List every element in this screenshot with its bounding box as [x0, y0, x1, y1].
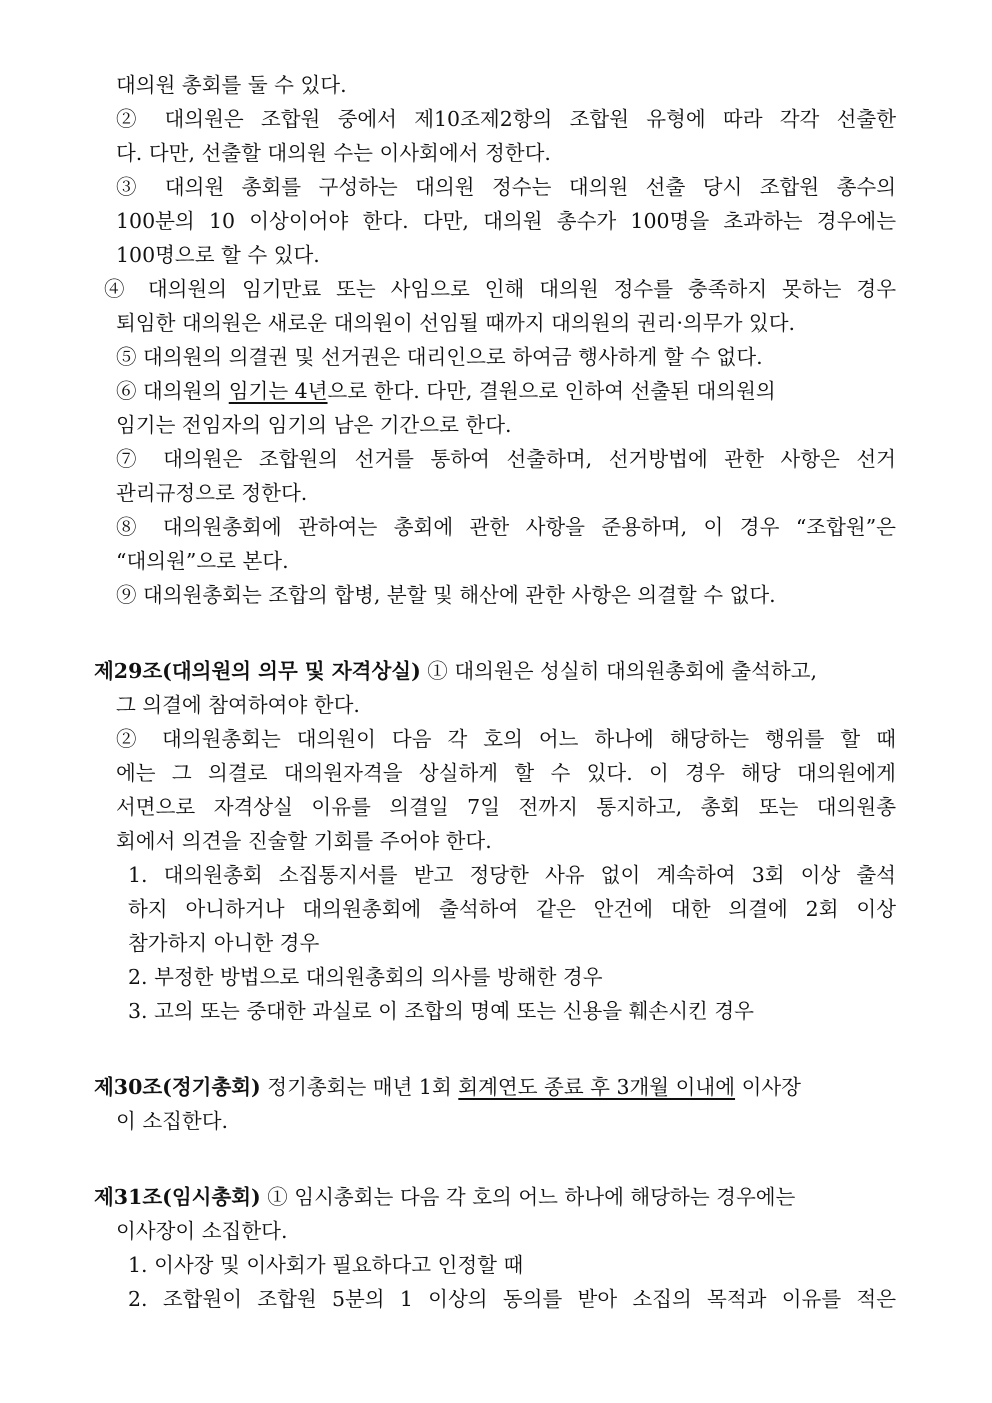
text-line: 임기는 전임자의 임기의 남은 기간으로 한다.	[116, 413, 512, 437]
text-segment: 정기총회는 매년 1회	[260, 1075, 459, 1099]
text-line-term	[116, 376, 896, 406]
text-line: ⑧ 대의원총회에 관하여는 총회에 관한 사항을 준용하며, 이 경우 “조합원”은	[116, 515, 896, 539]
text-line: 퇴임한 대의원은 새로운 대의원이 선임될 때까지 대의원의 권리·의무가 있다.	[116, 311, 796, 335]
list-item: 2. 부정한 방법으로 대의원총회의 의사를 방해한 경우	[128, 965, 603, 989]
text-line: 대의원 총회를 둘 수 있다.	[116, 73, 347, 97]
text-line: 관리규정으로 정한다.	[116, 481, 308, 505]
article-heading: 제30조(정기총회)	[94, 1075, 261, 1099]
text-segment: 이사장	[735, 1075, 801, 1099]
article-heading: 제29조(대의원의 의무 및 자격상실)	[94, 659, 421, 683]
text-line: 그 의결에 참여하여야 한다.	[116, 693, 360, 717]
text-line: 회에서 의견을 진술할 기회를 주어야 한다.	[116, 829, 492, 853]
text-segment: ① 임시총회는 다음 각 호의 어느 하나에 해당하는 경우에는	[260, 1185, 796, 1209]
list-item: 1. 대의원총회 소집통지서를 받고 정당한 사유 없이 계속하여 3회 이상 출석	[128, 863, 896, 887]
text-line: ④ 대의원의 임기만료 또는 사임으로 인해 대의원 정수를 충족하지 못하는 경우	[104, 277, 896, 301]
text-line: 이사장이 소집한다.	[116, 1219, 288, 1243]
text-line: ⑤ 대의원의 의결권 및 선거권은 대리인으로 하여금 행사하게 할 수 없다.	[116, 345, 763, 369]
article-30-line	[94, 1072, 896, 1102]
underlined-term: 임기는 4년	[228, 379, 328, 403]
text-line: ⑨ 대의원총회는 조합의 합병, 분할 및 해산에 관한 사항은 의결할 수 없다.	[116, 583, 776, 607]
list-item: 2. 조합원이 조합원 5분의 1 이상의 동의를 받아 소집의 목적과 이유를 적은	[128, 1287, 896, 1311]
text-line: 서면으로 자격상실 이유를 의결일 7일 전까지 통지하고, 총회 또는 대의원총	[116, 795, 896, 819]
text-line: ⑦ 대의원은 조합원의 선거를 통하여 선출하며, 선거방법에 관한 사항은 선거	[116, 447, 896, 471]
list-item: 하지 아니하거나 대의원총회에 출석하여 같은 안건에 대한 의결에 2회 이상	[128, 897, 896, 921]
text-segment: ① 대의원은 성실히 대의원총회에 출석하고,	[420, 659, 818, 683]
article-31-line	[94, 1182, 896, 1212]
text-line: ② 대의원총회는 대의원이 다음 각 호의 어느 하나에 해당하는 행위를 할 때	[116, 727, 896, 751]
text-line: 이 소집한다.	[116, 1109, 229, 1133]
text-line: 100명으로 할 수 있다.	[116, 243, 320, 267]
text-line: 에는 그 의결로 대의원자격을 상실하게 할 수 있다. 이 경우 해당 대의원에게	[116, 761, 896, 785]
article-heading: 제31조(임시총회)	[94, 1185, 261, 1209]
list-item: 참가하지 아니한 경우	[128, 931, 320, 955]
text-segment: ⑥ 대의원의 임기는 4년으로 한다. 다만, 결원으로 인하여 선출된 대의원의	[116, 379, 776, 403]
list-item: 1. 이사장 및 이사회가 필요하다고 인정할 때	[128, 1253, 524, 1277]
text-line: 100분의 10 이상이어야 한다. 다만, 대의원 총수가 100명을 초과하는 경우에는	[116, 209, 896, 233]
article-29-line	[94, 656, 896, 686]
underlined-term: 회계연도 종료 후 3개월 이내에	[458, 1075, 736, 1099]
list-item: 3. 고의 또는 중대한 과실로 이 조합의 명예 또는 신용을 훼손시킨 경우	[128, 999, 754, 1023]
text-line: ③ 대의원 총회를 구성하는 대의원 정수는 대의원 선출 당시 조합원 총수의	[116, 175, 896, 199]
text-line: 다. 다만, 선출할 대의원 수는 이사회에서 정한다.	[116, 141, 551, 165]
text-line: “대의원”으로 본다.	[116, 549, 289, 573]
text-line: ② 대의원은 조합원 중에서 제10조제2항의 조합원 유형에 따라 각각 선출한	[116, 107, 896, 131]
